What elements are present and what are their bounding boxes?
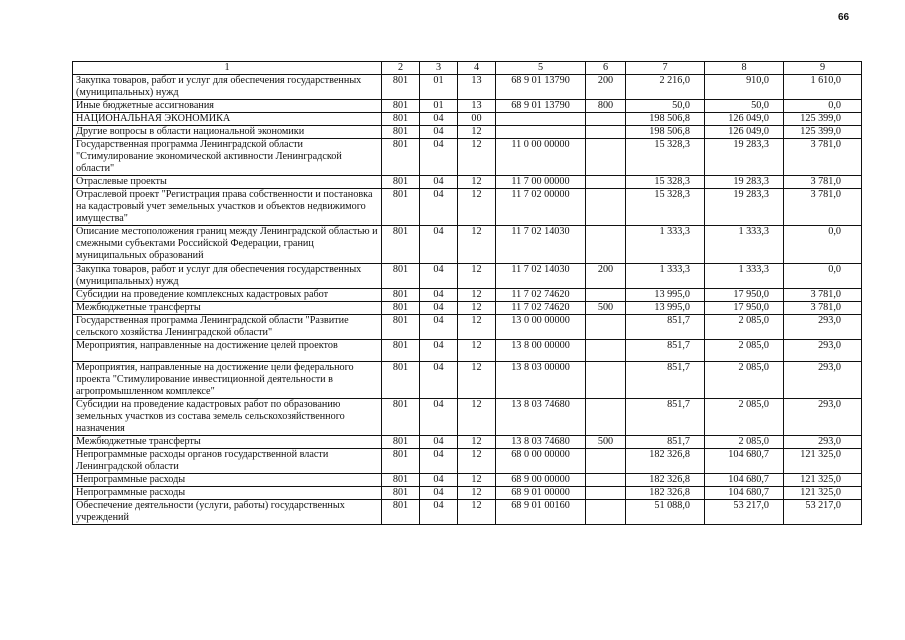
- cell-amount-2023: 182 326,8: [626, 487, 705, 500]
- cell-amount-2025: 3 781,0: [784, 301, 862, 314]
- cell-ministry-code: 801: [382, 448, 420, 473]
- cell-amount-2024: 19 283,3: [705, 139, 784, 176]
- cell-amount-2024: 19 283,3: [705, 189, 784, 226]
- cell-target-article: 68 9 01 13790: [496, 100, 586, 113]
- cell-ministry-code: 801: [382, 473, 420, 486]
- cell-amount-2025: 121 325,0: [784, 448, 862, 473]
- table-row: [73, 288, 862, 301]
- table-header-row: [73, 62, 862, 75]
- cell-section-code: 04: [420, 288, 458, 301]
- cell-amount-2023: 198 506,8: [626, 113, 705, 126]
- column-number-3: 3: [420, 62, 458, 75]
- cell-target-article: 11 7 00 00000: [496, 176, 586, 189]
- cell-ministry-code: 801: [382, 100, 420, 113]
- table-row: [73, 263, 862, 288]
- cell-subsection-code: 12: [458, 189, 496, 226]
- cell-subsection-code: 12: [458, 288, 496, 301]
- cell-amount-2023: 851,7: [626, 314, 705, 339]
- cell-expense-type: 500: [586, 301, 626, 314]
- cell-section-code: 04: [420, 448, 458, 473]
- cell-target-article: 68 9 00 00000: [496, 473, 586, 486]
- cell-target-article: 11 7 02 14030: [496, 263, 586, 288]
- cell-ministry-code: 801: [382, 113, 420, 126]
- cell-section-code: 04: [420, 435, 458, 448]
- cell-amount-2025: 293,0: [784, 435, 862, 448]
- cell-name: Непрограммные расходы: [73, 473, 382, 486]
- cell-amount-2023: 15 328,3: [626, 176, 705, 189]
- cell-subsection-code: 13: [458, 75, 496, 100]
- cell-amount-2025: 3 781,0: [784, 176, 862, 189]
- cell-name: Иные бюджетные ассигнования: [73, 100, 382, 113]
- cell-amount-2025: 1 610,0: [784, 75, 862, 100]
- cell-subsection-code: 12: [458, 361, 496, 398]
- cell-expense-type: 800: [586, 100, 626, 113]
- cell-amount-2025: 3 781,0: [784, 288, 862, 301]
- cell-amount-2024: 126 049,0: [705, 126, 784, 139]
- cell-amount-2023: 182 326,8: [626, 473, 705, 486]
- cell-ministry-code: 801: [382, 314, 420, 339]
- cell-ministry-code: 801: [382, 301, 420, 314]
- cell-target-article: 11 7 02 74620: [496, 301, 586, 314]
- column-number-6: 6: [586, 62, 626, 75]
- cell-name: Отраслевые проекты: [73, 176, 382, 189]
- cell-ministry-code: 801: [382, 263, 420, 288]
- cell-name: Мероприятия, направленные на достижение целей проектов: [73, 339, 382, 361]
- cell-amount-2025: 0,0: [784, 100, 862, 113]
- table-row: [73, 139, 862, 176]
- cell-ministry-code: 801: [382, 226, 420, 263]
- cell-amount-2024: 17 950,0: [705, 301, 784, 314]
- column-number-8: 8: [705, 62, 784, 75]
- cell-amount-2023: 50,0: [626, 100, 705, 113]
- cell-expense-type: [586, 487, 626, 500]
- table-row: [73, 339, 862, 361]
- cell-ministry-code: 801: [382, 189, 420, 226]
- cell-amount-2025: 293,0: [784, 314, 862, 339]
- cell-target-article: 68 0 00 00000: [496, 448, 586, 473]
- cell-ministry-code: 801: [382, 288, 420, 301]
- cell-amount-2025: 0,0: [784, 263, 862, 288]
- cell-target-article: 13 8 00 00000: [496, 339, 586, 361]
- cell-section-code: 04: [420, 113, 458, 126]
- cell-subsection-code: 12: [458, 263, 496, 288]
- cell-amount-2025: 3 781,0: [784, 139, 862, 176]
- table-row: [73, 448, 862, 473]
- cell-section-code: 01: [420, 75, 458, 100]
- cell-amount-2025: 121 325,0: [784, 473, 862, 486]
- cell-name: Закупка товаров, работ и услуг для обеспечения государственных (муниципальных) нужд: [73, 263, 382, 288]
- cell-amount-2023: 1 333,3: [626, 226, 705, 263]
- cell-amount-2023: 851,7: [626, 361, 705, 398]
- cell-expense-type: [586, 339, 626, 361]
- cell-name: Межбюджетные трансферты: [73, 435, 382, 448]
- cell-amount-2025: 53 217,0: [784, 500, 862, 525]
- cell-name: Непрограммные расходы: [73, 487, 382, 500]
- cell-subsection-code: 12: [458, 176, 496, 189]
- cell-section-code: 04: [420, 263, 458, 288]
- cell-amount-2024: 126 049,0: [705, 113, 784, 126]
- cell-amount-2023: 182 326,8: [626, 448, 705, 473]
- cell-target-article: 13 8 03 74680: [496, 435, 586, 448]
- cell-target-article: 11 0 00 00000: [496, 139, 586, 176]
- cell-subsection-code: 12: [458, 226, 496, 263]
- cell-name: Закупка товаров, работ и услуг для обеспечения государственных (муниципальных) нужд: [73, 75, 382, 100]
- cell-subsection-code: 00: [458, 113, 496, 126]
- cell-amount-2023: 13 995,0: [626, 288, 705, 301]
- cell-target-article: 11 7 02 00000: [496, 189, 586, 226]
- cell-subsection-code: 12: [458, 139, 496, 176]
- cell-expense-type: [586, 126, 626, 139]
- column-number-7: 7: [626, 62, 705, 75]
- cell-subsection-code: 12: [458, 473, 496, 486]
- cell-amount-2023: 851,7: [626, 398, 705, 435]
- table-row: [73, 398, 862, 435]
- cell-target-article: 68 9 01 00160: [496, 500, 586, 525]
- cell-amount-2023: 15 328,3: [626, 139, 705, 176]
- cell-target-article: 11 7 02 14030: [496, 226, 586, 263]
- cell-amount-2024: 1 333,3: [705, 263, 784, 288]
- cell-target-article: 13 0 00 00000: [496, 314, 586, 339]
- cell-ministry-code: 801: [382, 487, 420, 500]
- cell-ministry-code: 801: [382, 361, 420, 398]
- cell-name: Другие вопросы в области национальной экономики: [73, 126, 382, 139]
- cell-subsection-code: 12: [458, 314, 496, 339]
- cell-amount-2023: 51 088,0: [626, 500, 705, 525]
- cell-amount-2025: 293,0: [784, 339, 862, 361]
- column-number-4: 4: [458, 62, 496, 75]
- cell-amount-2024: 1 333,3: [705, 226, 784, 263]
- table-row: [73, 301, 862, 314]
- cell-amount-2025: 125 399,0: [784, 113, 862, 126]
- cell-section-code: 04: [420, 473, 458, 486]
- cell-amount-2024: 104 680,7: [705, 473, 784, 486]
- cell-subsection-code: 12: [458, 435, 496, 448]
- table-row: [73, 487, 862, 500]
- column-number-5: 5: [496, 62, 586, 75]
- cell-amount-2025: 125 399,0: [784, 126, 862, 139]
- cell-amount-2025: 0,0: [784, 226, 862, 263]
- cell-subsection-code: 12: [458, 487, 496, 500]
- cell-amount-2025: 293,0: [784, 398, 862, 435]
- cell-ministry-code: 801: [382, 75, 420, 100]
- cell-name: Мероприятия, направленные на достижение цели федерального проекта "Стимулирование инвестиционной деятельности в агропромышленном комплексе": [73, 361, 382, 398]
- cell-section-code: 04: [420, 126, 458, 139]
- cell-subsection-code: 12: [458, 339, 496, 361]
- cell-target-article: 13 8 03 00000: [496, 361, 586, 398]
- cell-target-article: 68 9 01 13790: [496, 75, 586, 100]
- cell-ministry-code: 801: [382, 126, 420, 139]
- cell-target-article: 13 8 03 74680: [496, 398, 586, 435]
- cell-ministry-code: 801: [382, 435, 420, 448]
- cell-expense-type: [586, 189, 626, 226]
- cell-expense-type: [586, 361, 626, 398]
- cell-subsection-code: 12: [458, 448, 496, 473]
- table-row: [73, 100, 862, 113]
- cell-expense-type: [586, 139, 626, 176]
- cell-ministry-code: 801: [382, 176, 420, 189]
- cell-amount-2024: 910,0: [705, 75, 784, 100]
- cell-name: НАЦИОНАЛЬНАЯ ЭКОНОМИКА: [73, 113, 382, 126]
- cell-expense-type: 500: [586, 435, 626, 448]
- cell-expense-type: [586, 314, 626, 339]
- cell-amount-2024: 2 085,0: [705, 398, 784, 435]
- table-row: [73, 473, 862, 486]
- table-row: [73, 226, 862, 263]
- cell-section-code: 04: [420, 176, 458, 189]
- cell-section-code: 01: [420, 100, 458, 113]
- cell-amount-2025: 293,0: [784, 361, 862, 398]
- cell-subsection-code: 12: [458, 500, 496, 525]
- cell-section-code: 04: [420, 339, 458, 361]
- cell-expense-type: [586, 448, 626, 473]
- cell-section-code: 04: [420, 189, 458, 226]
- cell-section-code: 04: [420, 500, 458, 525]
- cell-amount-2023: 198 506,8: [626, 126, 705, 139]
- cell-target-article: [496, 113, 586, 126]
- cell-amount-2024: 2 085,0: [705, 361, 784, 398]
- cell-amount-2024: 104 680,7: [705, 487, 784, 500]
- cell-target-article: 68 9 01 00000: [496, 487, 586, 500]
- table-row: [73, 176, 862, 189]
- cell-section-code: 04: [420, 487, 458, 500]
- cell-amount-2024: 2 085,0: [705, 339, 784, 361]
- cell-amount-2023: 2 216,0: [626, 75, 705, 100]
- table-row: [73, 500, 862, 525]
- cell-name: Обеспечение деятельности (услуги, работы) государственных учреждений: [73, 500, 382, 525]
- cell-name: Субсидии на проведение кадастровых работ по образованию земельных участков из состава земель сельскохозяйственного назначения: [73, 398, 382, 435]
- cell-expense-type: 200: [586, 263, 626, 288]
- cell-section-code: 04: [420, 314, 458, 339]
- cell-name: Субсидии на проведение комплексных кадастровых работ: [73, 288, 382, 301]
- page-number: 66: [838, 12, 850, 23]
- cell-expense-type: [586, 113, 626, 126]
- cell-expense-type: [586, 226, 626, 263]
- column-number-1: 1: [73, 62, 382, 75]
- table-row: [73, 314, 862, 339]
- cell-subsection-code: 12: [458, 301, 496, 314]
- cell-expense-type: [586, 398, 626, 435]
- cell-amount-2023: 1 333,3: [626, 263, 705, 288]
- cell-name: Описание местоположения границ между Ленинградской областью и смежными субъектами Российской Федерации, границ муниципальных образований: [73, 226, 382, 263]
- table-row: [73, 435, 862, 448]
- cell-amount-2023: 13 995,0: [626, 301, 705, 314]
- table-row: [73, 126, 862, 139]
- cell-amount-2024: 2 085,0: [705, 435, 784, 448]
- cell-section-code: 04: [420, 226, 458, 263]
- cell-section-code: 04: [420, 301, 458, 314]
- cell-subsection-code: 12: [458, 398, 496, 435]
- cell-amount-2025: 3 781,0: [784, 189, 862, 226]
- budget-table: [72, 61, 862, 525]
- cell-section-code: 04: [420, 139, 458, 176]
- cell-expense-type: [586, 176, 626, 189]
- cell-amount-2024: 50,0: [705, 100, 784, 113]
- cell-name: Государственная программа Ленинградской области "Развитие сельского хозяйства Ленинградской области": [73, 314, 382, 339]
- cell-ministry-code: 801: [382, 139, 420, 176]
- cell-expense-type: [586, 473, 626, 486]
- cell-section-code: 04: [420, 361, 458, 398]
- cell-amount-2023: 851,7: [626, 435, 705, 448]
- cell-name: Государственная программа Ленинградской области "Стимулирование экономической активности Ленинградской области": [73, 139, 382, 176]
- cell-subsection-code: 13: [458, 100, 496, 113]
- cell-expense-type: [586, 500, 626, 525]
- column-number-9: 9: [784, 62, 862, 75]
- cell-amount-2023: 851,7: [626, 339, 705, 361]
- cell-target-article: 11 7 02 74620: [496, 288, 586, 301]
- cell-amount-2025: 121 325,0: [784, 487, 862, 500]
- cell-name: Отраслевой проект "Регистрация права собственности и постановка на кадастровый учет земельных участков и объектов недвижимого имущества": [73, 189, 382, 226]
- cell-name: Межбюджетные трансферты: [73, 301, 382, 314]
- cell-amount-2024: 17 950,0: [705, 288, 784, 301]
- cell-amount-2024: 104 680,7: [705, 448, 784, 473]
- table-row: [73, 113, 862, 126]
- cell-name: Непрограммные расходы органов государственной власти Ленинградской области: [73, 448, 382, 473]
- table-row: [73, 361, 862, 398]
- cell-ministry-code: 801: [382, 500, 420, 525]
- table-row: [73, 189, 862, 226]
- cell-target-article: [496, 126, 586, 139]
- cell-section-code: 04: [420, 398, 458, 435]
- cell-expense-type: [586, 288, 626, 301]
- cell-amount-2024: 19 283,3: [705, 176, 784, 189]
- column-number-2: 2: [382, 62, 420, 75]
- cell-amount-2024: 2 085,0: [705, 314, 784, 339]
- table-row: [73, 75, 862, 100]
- cell-amount-2023: 15 328,3: [626, 189, 705, 226]
- cell-ministry-code: 801: [382, 339, 420, 361]
- cell-subsection-code: 12: [458, 126, 496, 139]
- cell-amount-2024: 53 217,0: [705, 500, 784, 525]
- cell-expense-type: 200: [586, 75, 626, 100]
- cell-ministry-code: 801: [382, 398, 420, 435]
